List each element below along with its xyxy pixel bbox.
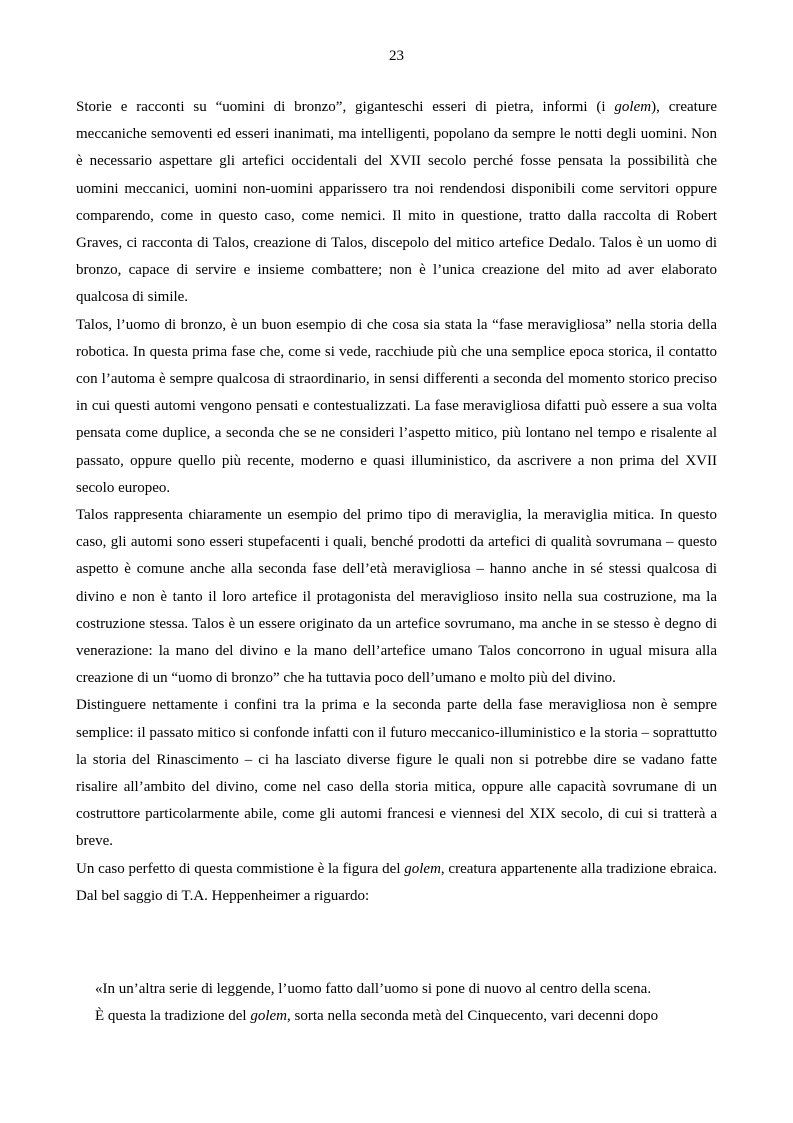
- paragraph: [76, 856, 717, 910]
- paragraph: [76, 502, 717, 692]
- text-run: , creatura appartenente alla tradizione ebraica. Dal bel saggio di T.A. Heppenheimer a riguardo:: [76, 860, 717, 904]
- block-quote: [95, 976, 717, 1030]
- text-run: Distinguere nettamente i confini tra la prima e la seconda parte della fase meravigliosa non è sempre semplice: il passato mitico si confonde infatti con il futuro meccanico-illuministico e la storia – soprattutto la storia del Rinascimento – ci ha lasciato diverse figure le quali non si potrebbe dire se vadano fatte risalire all’ambito del divino, come nel caso della storia mitica, oppure alle capacità sovrumane di un costruttore particolarmente abile, come gli automi francesi e viennesi del XIX secolo, di cui si tratterà a breve.: [76, 697, 717, 850]
- paragraph: [76, 94, 717, 312]
- text-run: «In un’altra serie di leggende, l’uomo fatto dall’uomo si pone di nuovo al centro della scena.: [95, 981, 652, 997]
- text-run: Un caso perfetto di questa commistione è la figura del: [76, 860, 405, 877]
- text-run: Talos, l’uomo di bronzo, è un buon esempio di che cosa sia stata la “fase meravigliosa” nella storia della robotica. In questa prima fase che, come si vede, racchiude più che una semplice epoca storica, il contatto con l’automa è sempre qualcosa di straordinario, in sensi differenti a seconda del momento storico preciso in cui questi automi vengono pensati e contestualizzati. La fase meravigliosa difatti può essere a sua volta pensata come duplice, a seconda che se ne consideri l’aspetto mitico, più lontano nel tempo e risalente al passato, oppure quello più recente, moderno e quasi illuministico, da ascrivere a non prima del XVII secolo europeo.: [76, 316, 717, 496]
- text-run: ), creature meccaniche semoventi ed esseri inanimati, ma intelligenti, popolano da sempre le notti degli uomini. Non è necessario aspettare gli artefici occidentali del XVII secolo perché fosse pensata la possibilità che uomini meccanici, uomini non-uomini apparissero tra noi rendendosi disponibili come servitori oppure comparendo, come in questo caso, come nemici. Il mito in questione, tratto dalla raccolta di Robert Graves, ci racconta di Talos, creazione di Talos, discepolo del mitico artefice Dedalo. Talos è un uomo di bronzo, capace di servire e insieme combattere; non è l’unica creazione del mito ad aver elaborato qualcosa di simile.: [76, 99, 717, 306]
- text-run: Talos rappresenta chiaramente un esempio del primo tipo di meraviglia, la meraviglia mitica. In questo caso, gli automi sono esseri stupefacenti i quali, benché prodotti da artefici di qualità sovrumana – questo aspetto è comune anche alla seconda fase dell’età meravigliosa – hanno anche in sé stessi qualcosa di divino e non è tanto il loro artefice il protagonista del meraviglioso insito nella sua costruzione, ma la costruzione stessa. Talos è un essere originato da un artefice sovrumano, ma anche in se stesso è degno di venerazione: la mano del divino e la mano dell’artefice umano Talos concorrono in ugual misura alla creazione di un “uomo di bronzo” che ha tuttavia poco dell’umano e molto più del divino.: [76, 507, 717, 687]
- italic-term: golem: [404, 860, 441, 877]
- body-text: [76, 94, 717, 910]
- quote-line: [95, 976, 717, 1003]
- paragraph: [76, 312, 717, 502]
- paragraph: [76, 692, 717, 855]
- text-run: È questa la tradizione del: [95, 1008, 251, 1025]
- italic-term: golem: [614, 99, 652, 115]
- text-run: , sorta nella seconda metà del Cinquecento, vari decenni dopo: [287, 1008, 659, 1025]
- italic-term: golem: [250, 1008, 288, 1025]
- page-number: 23: [389, 48, 404, 64]
- quote-line: [95, 1003, 717, 1030]
- text-run: Storie e racconti su “uomini di bronzo”, giganteschi esseri di pietra, informi (i: [76, 99, 615, 115]
